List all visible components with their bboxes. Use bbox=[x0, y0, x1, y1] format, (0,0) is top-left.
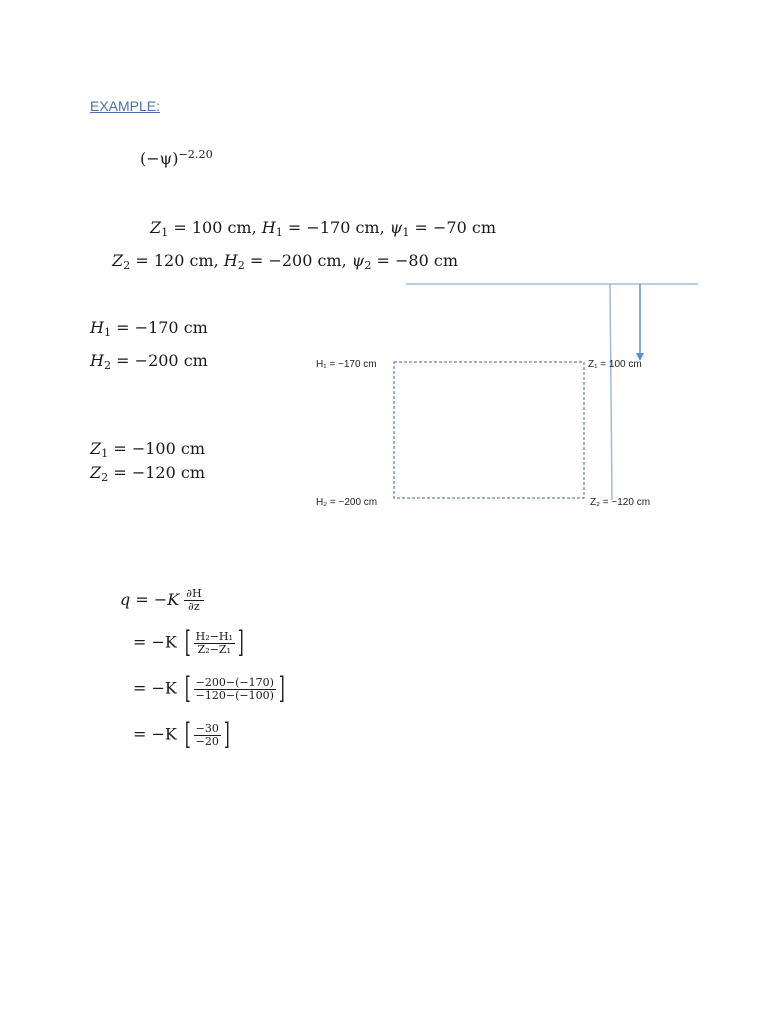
step1-denominator: Z₂−Z₁ bbox=[197, 642, 231, 656]
soil-column-diagram bbox=[300, 275, 710, 515]
flux-step-3 bbox=[133, 717, 233, 752]
step3-denominator: −20 bbox=[195, 734, 219, 748]
h1-value: = −170 cm, bbox=[282, 218, 390, 237]
psi-power-expression bbox=[140, 148, 213, 168]
flux-equation bbox=[120, 588, 204, 613]
flux-step-2 bbox=[133, 671, 288, 706]
psi-symbol: ψ bbox=[351, 251, 365, 270]
psi1-value: = −70 cm bbox=[409, 218, 496, 237]
left-bracket: [ bbox=[184, 625, 191, 660]
eq-prefix: = −K bbox=[133, 632, 177, 652]
flux-step-1 bbox=[133, 625, 247, 660]
step3-fraction bbox=[194, 723, 221, 748]
z2-value: = −120 cm bbox=[108, 463, 205, 482]
step2-numerator: −200−(−170) bbox=[195, 675, 274, 689]
label-h2: H₂ = −200 cm bbox=[316, 497, 378, 508]
psi-base: (−ψ) bbox=[140, 149, 179, 168]
h-subscript: 2 bbox=[103, 359, 112, 372]
h1-equation bbox=[90, 318, 208, 339]
psi-subscript: 2 bbox=[364, 259, 372, 272]
deriv-denominator: ∂z bbox=[188, 600, 200, 613]
eq-prefix: = −K bbox=[133, 724, 177, 744]
right-bracket: ] bbox=[278, 671, 285, 706]
z1-equation bbox=[90, 439, 205, 460]
h2-value: = −200 cm, bbox=[244, 251, 352, 270]
given-line-2 bbox=[112, 251, 458, 272]
label-z2: Z₂ = −120 cm bbox=[590, 497, 651, 508]
derivative-fraction bbox=[184, 588, 203, 613]
left-bracket: [ bbox=[184, 717, 191, 752]
example-heading: EXAMPLE: bbox=[90, 98, 161, 114]
z2-value: = 120 cm, bbox=[130, 251, 224, 270]
step2-denominator: −120−(−100) bbox=[195, 688, 274, 702]
z1-value: = 100 cm, bbox=[168, 218, 262, 237]
psi-subscript: 1 bbox=[402, 226, 410, 239]
right-bracket: ] bbox=[223, 717, 230, 752]
h-symbol: H bbox=[90, 318, 104, 337]
step1-numerator: H₂−H₁ bbox=[195, 629, 233, 643]
deriv-numerator: ∂H bbox=[186, 587, 202, 600]
given-line-1 bbox=[150, 218, 496, 239]
label-z1: Z₁ = 100 cm bbox=[588, 359, 642, 370]
z-symbol: Z bbox=[90, 439, 102, 458]
step2-fraction bbox=[194, 677, 276, 702]
step1-fraction bbox=[194, 631, 235, 656]
right-bracket: ] bbox=[237, 625, 244, 660]
label-h1: H₁ = −170 cm bbox=[316, 359, 377, 370]
h-symbol: H bbox=[261, 218, 276, 237]
h-subscript: 2 bbox=[237, 259, 245, 272]
z-symbol: Z bbox=[112, 251, 124, 270]
z-subscript: 2 bbox=[123, 259, 131, 272]
z-subscript: 1 bbox=[161, 226, 169, 239]
h2-equation bbox=[90, 351, 208, 372]
h-symbol: H bbox=[90, 351, 104, 370]
z-symbol: Z bbox=[150, 218, 162, 237]
psi-exponent: −2.20 bbox=[178, 148, 213, 161]
psi-symbol: ψ bbox=[389, 218, 403, 237]
z-symbol: Z bbox=[90, 463, 102, 482]
h-subscript: 1 bbox=[275, 226, 283, 239]
z2-equation bbox=[90, 463, 205, 484]
h-symbol: H bbox=[223, 251, 238, 270]
eq-prefix: = −K bbox=[133, 678, 177, 698]
z1-value: = −100 cm bbox=[108, 439, 205, 458]
h2-value: = −200 cm bbox=[111, 351, 208, 370]
z-subscript: 1 bbox=[101, 447, 109, 460]
left-bracket: [ bbox=[184, 671, 191, 706]
z-subscript: 2 bbox=[101, 471, 109, 484]
soil-layer-box bbox=[394, 362, 584, 498]
depth-axis-line bbox=[610, 284, 612, 500]
psi2-value: = −80 cm bbox=[371, 251, 458, 270]
step3-numerator: −30 bbox=[195, 721, 219, 735]
flux-lhs: q = −K bbox=[120, 590, 180, 609]
h-subscript: 1 bbox=[103, 326, 112, 339]
h1-value: = −170 cm bbox=[111, 318, 208, 337]
